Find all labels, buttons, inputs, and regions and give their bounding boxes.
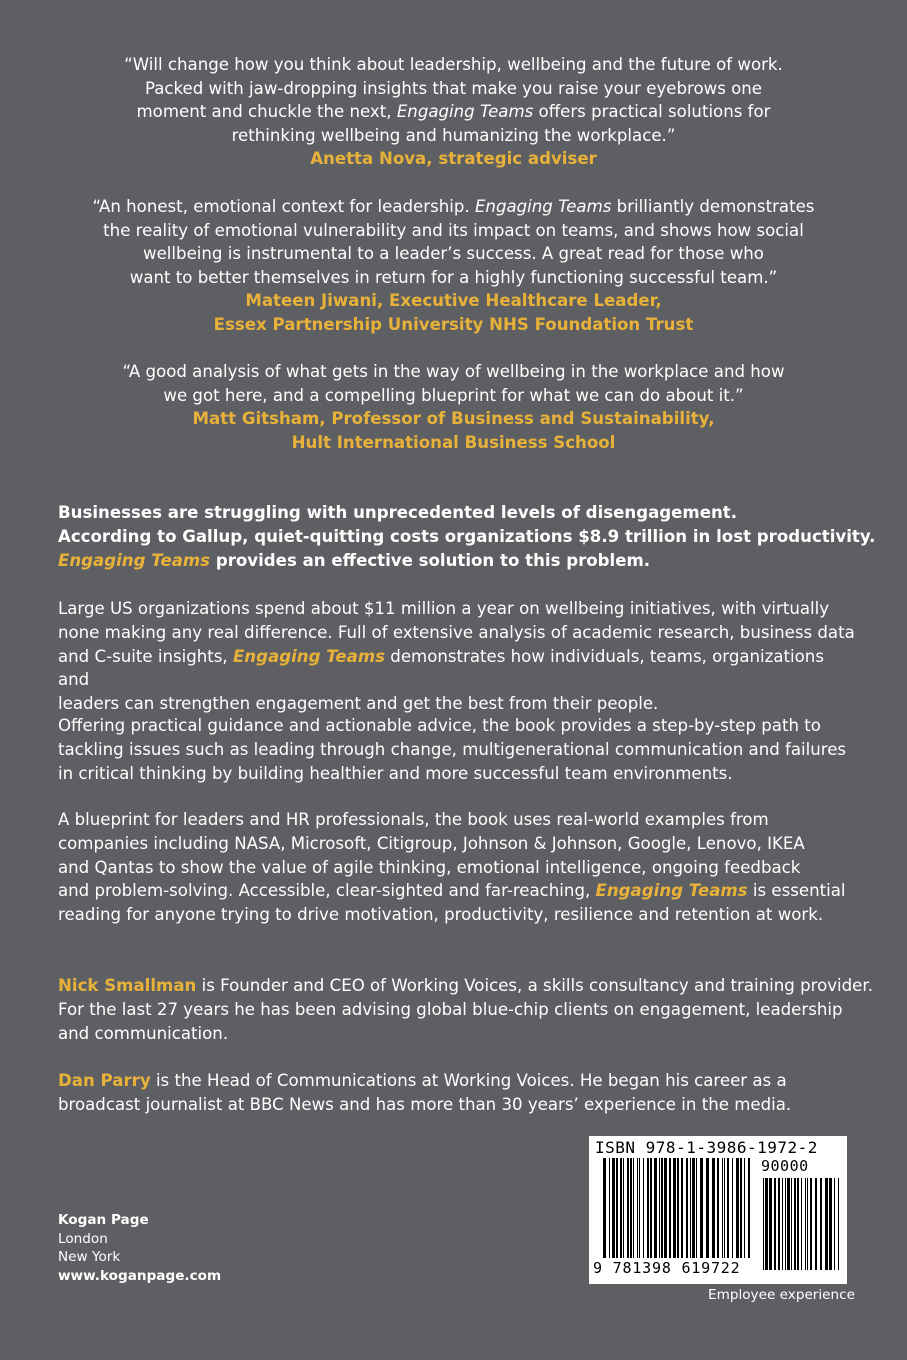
barcode-bar	[774, 1178, 776, 1270]
barcode-bar	[677, 1158, 679, 1258]
quote-text: moment and chuckle the next,	[136, 102, 397, 122]
quote-line: we got here, and a compelling blueprint for what we can do about it.”	[163, 385, 744, 405]
barcode-bar	[616, 1158, 618, 1258]
barcode-bar	[609, 1158, 610, 1258]
body-line	[58, 879, 858, 903]
quote-line: want to better themselves in return for a highly functioning successful team.”	[129, 267, 778, 287]
author-bio-2	[58, 1069, 858, 1117]
barcode-bar	[740, 1158, 742, 1258]
barcode-bar	[661, 1158, 663, 1258]
barcode-bar	[805, 1178, 806, 1270]
body-text: and problem-solving. Accessible, clear-sighted and far-reaching,	[58, 881, 596, 901]
lead-paragraph	[58, 501, 888, 572]
publisher-city: New York	[58, 1249, 121, 1266]
body-text: and C-suite insights,	[58, 646, 233, 666]
barcode-bar	[724, 1158, 725, 1258]
barcode-bar	[785, 1178, 786, 1270]
barcode-bar	[838, 1178, 839, 1270]
quote-text: brilliantly demonstrates	[611, 197, 815, 216]
book-title-highlight: Engaging Teams	[232, 646, 386, 666]
quote-attribution: Hult International Business School	[291, 432, 616, 452]
quote-attribution: Essex Partnership University NHS Foundation Trust	[213, 314, 694, 334]
barcode-bar	[692, 1158, 695, 1258]
body-line: leaders can strengthen engagement and get the best from their people.	[58, 694, 659, 714]
barcode-bar	[769, 1178, 772, 1270]
description-paragraph-1	[58, 597, 858, 716]
barcode-bar	[654, 1158, 657, 1258]
quote-line	[40, 100, 867, 124]
description-paragraph-3	[58, 808, 858, 927]
body-line: A blueprint for leaders and HR professionals, the book uses real-world examples from	[58, 810, 769, 829]
barcode-bar	[727, 1158, 729, 1258]
barcode-bar	[686, 1158, 688, 1258]
barcode-bar	[791, 1178, 792, 1270]
barcode-bar	[620, 1158, 622, 1258]
lead-line: Businesses are struggling with unprecedented levels of disengagement.	[58, 503, 737, 522]
body-line: companies including NASA, Microsoft, Citigroup, Johnson & Johnson, Google, Lenovo, IKEA	[58, 833, 805, 853]
body-line: reading for anyone trying to drive motivation, productivity, resilience and retention at work.	[58, 905, 824, 925]
isbn-barcode	[589, 1136, 847, 1284]
barcode-bar	[637, 1158, 638, 1258]
barcode-bar	[717, 1158, 719, 1258]
barcode-bar	[736, 1158, 739, 1258]
barcode-bar	[690, 1158, 691, 1258]
quote-text: offers practical solutions for	[533, 102, 771, 122]
barcode-bar	[633, 1158, 634, 1258]
barcode-bar	[612, 1158, 615, 1258]
category-label: Employee experience	[708, 1287, 855, 1303]
barcode-bar	[623, 1158, 624, 1258]
barcode-bar	[664, 1158, 667, 1258]
lead-line	[58, 549, 888, 573]
bio-text: is Founder and CEO of Working Voices, a skills consultancy and training provider.	[196, 976, 873, 995]
barcode-bar	[603, 1158, 606, 1258]
body-text: demonstrates how individuals, teams, organizations and	[58, 646, 824, 690]
barcode-bar	[659, 1158, 660, 1258]
publisher-block	[58, 1211, 221, 1285]
body-line: none making any real difference. Full of extensive analysis of academic research, business data	[58, 622, 855, 642]
barcode-bar	[782, 1178, 783, 1270]
barcode-bar	[712, 1158, 715, 1258]
barcode-bar	[825, 1178, 828, 1270]
barcode-bar	[696, 1158, 697, 1258]
quote-line: “Will change how you think about leadership, wellbeing and the future of work.	[124, 55, 783, 74]
barcode-bar	[700, 1158, 703, 1258]
barcode-bar	[647, 1158, 649, 1258]
author-name: Nick Smallman	[58, 976, 197, 995]
barcode-bar	[630, 1158, 632, 1258]
testimonial-2	[40, 195, 867, 337]
barcode-bar	[650, 1158, 652, 1258]
barcode-bar	[797, 1178, 799, 1270]
quote-line: Packed with jaw-dropping insights that make you raise your eyebrows one	[144, 78, 763, 98]
barcode-bar	[748, 1158, 750, 1258]
bio-line: broadcast journalist at BBC News and has more than 30 years’ experience in the media.	[58, 1094, 792, 1114]
publisher-name: Kogan Page	[58, 1212, 149, 1228]
barcode-bar	[765, 1178, 768, 1270]
barcode-bar	[669, 1158, 671, 1258]
barcode-bar	[787, 1178, 790, 1270]
barcode-bar	[732, 1158, 733, 1258]
barcode-bar	[639, 1158, 640, 1258]
barcode-bar	[820, 1178, 822, 1270]
lead-text: provides an effective solution to this problem.	[210, 550, 651, 570]
ean-number: 9 781398 619722	[593, 1259, 741, 1277]
barcode-bar	[681, 1158, 683, 1258]
book-title-highlight: Engaging Teams	[58, 550, 211, 570]
testimonial-1	[40, 53, 867, 171]
lead-line: According to Gallup, quiet-quitting costs organizations $8.9 trillion in lost productivity.	[58, 526, 876, 546]
isbn-text: ISBN 978-1-3986-1972-2	[595, 1138, 818, 1157]
bio-line	[58, 1069, 858, 1093]
quote-line: “A good analysis of what gets in the way of wellbeing in the workplace and how	[122, 362, 785, 381]
barcode-bar	[763, 1178, 764, 1270]
publisher-city: London	[58, 1230, 108, 1247]
author-bio-1	[58, 974, 888, 1045]
quote-attribution: Mateen Jiwani, Executive Healthcare Leader,	[245, 291, 662, 311]
bio-text: is the Head of Communications at Working Voices. He began his career as a	[150, 1071, 787, 1090]
barcode-bar	[744, 1158, 745, 1258]
barcode-bar	[815, 1178, 817, 1270]
barcode-bar	[643, 1158, 644, 1258]
bio-line: For the last 27 years he has been advising global blue-chip clients on engagement, leadership	[58, 999, 843, 1019]
barcode-bar	[810, 1178, 812, 1270]
quote-line: wellbeing is instrumental to a leader’s success. A great read for those who	[143, 244, 764, 264]
bio-line	[58, 974, 888, 998]
book-title-italic: Engaging Teams	[396, 102, 534, 122]
publisher-url[interactable]: www.koganpage.com	[58, 1267, 222, 1284]
author-name: Dan Parry	[58, 1071, 151, 1090]
body-line	[58, 645, 858, 693]
body-line: tackling issues such as leading through change, multigenerational communication and failures	[58, 739, 847, 759]
book-title-italic: Engaging Teams	[474, 197, 612, 216]
barcode-bar	[778, 1178, 780, 1270]
barcode-bar	[834, 1178, 835, 1270]
testimonial-3	[40, 360, 867, 454]
barcode-bar	[673, 1158, 676, 1258]
barcode-bar	[706, 1158, 709, 1258]
barcode-bar	[807, 1178, 808, 1270]
body-line: Large US organizations spend about $11 million a year on wellbeing initiatives, with virtually	[58, 599, 830, 618]
bio-line: and communication.	[58, 1023, 229, 1043]
quote-text: “An honest, emotional context for leadership.	[92, 197, 475, 216]
quote-line: the reality of emotional vulnerability and its impact on teams, and shows how social	[103, 220, 804, 240]
body-line: and Qantas to show the value of agile thinking, emotional intelligence, ongoing feedback	[58, 857, 801, 877]
barcode-bar	[794, 1178, 796, 1270]
barcode-addon-number: 90000	[761, 1157, 809, 1175]
barcode-bar	[627, 1158, 629, 1258]
body-line: in critical thinking by building healthier and more successful team environments.	[58, 763, 733, 783]
body-text: is essential	[747, 881, 846, 901]
quote-attribution: Anetta Nova, strategic adviser	[310, 149, 597, 169]
barcode-bar	[801, 1178, 802, 1270]
quote-line: rethinking wellbeing and humanizing the workplace.”	[231, 125, 676, 145]
book-title-highlight: Engaging Teams	[595, 881, 748, 901]
description-paragraph-2	[58, 714, 858, 785]
barcode-bar	[722, 1158, 723, 1258]
quote-attribution: Matt Gitsham, Professor of Business and Sustainability,	[192, 409, 715, 429]
quote-line	[40, 195, 867, 219]
barcode-bar	[829, 1178, 832, 1270]
body-line: Offering practical guidance and actionable advice, the book provides a step-by-step path to	[58, 716, 821, 735]
